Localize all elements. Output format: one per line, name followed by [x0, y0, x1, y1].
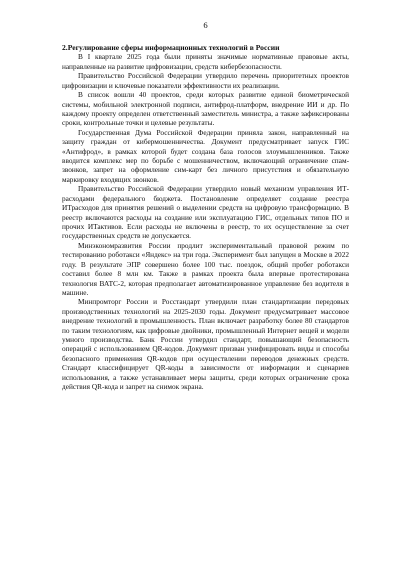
paragraph-q1-acts: В I квартале 2025 года были приняты значимые нормативные правовые акты, направленные на развитие цифровизации, средств кибербезопасности. [62, 52, 349, 71]
paragraph-it-expenses: Правительство Российской Федерации утвердило новый механизм управления ИТ-расходами федерального бюджета. Постановление определяет создание реестра ИТрасходов для принятия решений о выделении средств на цифровую трансформацию. В реестр включаются расходы на создание или эксплуатацию ГИС, отдельных типов ПО и прочих ИТактивов. Если расходы не включены в реестр, то их осуществление за счет государственных средств не допускается. [62, 184, 349, 241]
paragraph-priority-projects: Правительство Российской Федерации утвердило перечень приоритетных проектов цифровизации и ключевые показатели эффективности их реализации. [62, 71, 349, 90]
section-heading: 2.Регулирование сферы информационных технологий в России [62, 43, 280, 52]
paragraph-antifraud-law: Государственная Дума Российской Федерации приняла закон, направленный на защиту граждан от кибермошенничества. Документ предусматривает запуск ГИС «Антифрод», в рамках которой будет создана база голосов злоумышленников. Также вводится комплекс мер по борьбе с мошенничеством, включающий ограничение спам-звонков, запрет на оформление сим-карт без личного присутствия и обязательную маркировку входящих звонков. [62, 127, 349, 184]
page-number: 6 [203, 20, 208, 30]
paragraph-project-list: В список вошли 40 проектов, среди которых развитие единой биометрической системы, мобильной электронной подписи, антифрод-платформ, внедрение ИИ и др. По каждому проекту определен ответственный заместитель министра, а также зафиксированы сроки, контрольные точки и целевые результаты. [62, 90, 349, 128]
paragraph-standardization: Минпромторг России и Росстандарт утвердили план стандартизации передовых производственных технологий на 2025-2030 годы. Документ предусматривает массовое внедрение технологий в промышленность. План включает разработку более 80 стандартов по таким технологиям, как цифровые двойники, промышленный Интернет вещей и модели умного производства. Банк России утвердил стандарт, повышающий безопасность операций с использованием QR-кодов. Документ призван унифицировать виды и способы безопасного применения QR-кодов при осуществлении переводов денежных средств. Стандарт классифицирует QR-коды в зависимости от информации и сценариев использования, а также устанавливает меры защиты, среди которых ограничение срока действия QR-кода и запрет на снимок экрана. [62, 297, 349, 392]
paragraph-robotaxi: Минэкономразвития России продлит экспериментальный правовой режим по тестированию роботакси «Яндекс» на три года. Эксперимент был запущен в Москве в 2022 году. В результате ЭПР совершено более 100 тыс. поездок, общий пробег роботакси составил более 8 млн км. Также в рамках проекта была впервые протестирована технология ВАТС-2, которая предполагает автоматизированное управление без водителя в машине. [62, 240, 349, 297]
